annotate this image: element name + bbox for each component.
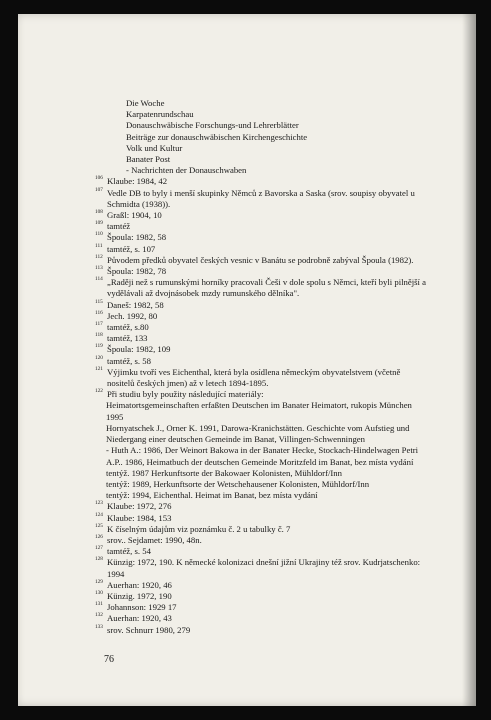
footnote-text: Johannson: 1929 17: [107, 602, 177, 613]
source-entry: [96, 445, 426, 467]
page-gutter-shadow: [462, 14, 476, 706]
book-page: [18, 14, 476, 706]
footnote-number: 116: [95, 309, 103, 316]
footnote: [96, 176, 426, 187]
footnote-number: 125: [95, 522, 103, 529]
periodicals-list: [96, 98, 426, 176]
footnote-text: Špoula: 1982, 109: [107, 344, 171, 355]
footnote: [96, 535, 426, 546]
footnote-number: 129: [95, 578, 103, 585]
footnote-number: 119: [95, 343, 103, 350]
footnote-text: Hornyatschek J., Orner K. 1991, Darowa-Kranichstätten. Geschichte vom Aufstieg und Niedergang einer deutschen Gemeinde im Banat, Villingen-Schwenningen: [106, 422, 410, 445]
footnote: [96, 232, 426, 243]
footnote-number: 132: [95, 612, 103, 619]
footnote-text: srov.. Sejdamet: 1990, 48n.: [107, 534, 202, 545]
footnote: [96, 356, 426, 367]
footnote: [96, 266, 426, 277]
footnote-text: Při studiu byly použity následující materiály:: [107, 389, 264, 400]
footnote: [96, 367, 426, 389]
footnote-number: 113: [95, 265, 103, 272]
footnote-number: 128: [95, 556, 103, 563]
footnote-text: tamtéž, s. 107: [107, 243, 156, 254]
footnote-number: 130: [95, 589, 103, 596]
footnote: [96, 221, 426, 232]
footnote-text: tentýž: 1989, Herkunftsorte der Wetschehausener Kolonisten, Mühldorf/Inn: [106, 478, 370, 489]
footnote: [96, 501, 426, 512]
footnote-number: 131: [95, 601, 103, 608]
footnote-number: 111: [95, 242, 103, 249]
footnote-text: tentýž: 1994, Eichenthal. Heimat im Banat, bez místa vydání: [106, 490, 318, 501]
footnote-number: 110: [95, 231, 103, 238]
footnote-number: 107: [95, 186, 103, 193]
footnote-number: 123: [95, 500, 103, 507]
source-entry: [96, 400, 426, 422]
footnote-number: 126: [95, 533, 103, 540]
footnote-number: 112: [95, 253, 103, 260]
footnote: [96, 300, 426, 311]
source-entry: [96, 468, 426, 479]
footnote-text: „Raději než s rumunskými horníky pracovali Češi v dole spolu s Němci, kteří byli pilnější a vydělávali až dvojnásobek mzdy rumunského dělníka".: [107, 277, 426, 299]
footnote-text: Graßl: 1904, 10: [107, 210, 162, 221]
footnote-text: - Huth A.: 1986, Der Weinort Bakowa in der Banater Hecke, Stockach-Hindelwagen Petri A.P.. 1986, Heimatbuch der deutschen Gemeinde Moritzfeld im Banat, bez místa vydání: [106, 445, 419, 467]
footnote: [96, 333, 426, 344]
footnote-number: 109: [95, 220, 103, 227]
footnote-text: Künzig. 1972, 190: [107, 590, 172, 601]
footnote: [96, 524, 426, 535]
footnote: [96, 322, 426, 333]
footnote: [96, 311, 426, 322]
footnote-text: K číselným údajům viz poznámku č. 2 u tabulky č. 7: [107, 523, 291, 534]
footnote-text: Špoula: 1982, 78: [107, 266, 167, 277]
periodical-line: Karpatenrundschau: [126, 109, 194, 120]
periodical-line: Donauschwäbische Forschungs-und Lehrerblätter: [126, 120, 299, 131]
footnote: [96, 344, 426, 355]
periodical-line: Banater Post: [126, 154, 171, 165]
footnote-number: 118: [95, 332, 103, 339]
footnote: [96, 210, 426, 221]
footnote-text: tamtéž, 133: [107, 333, 148, 344]
footnote-number: 114: [95, 276, 103, 283]
source-entry: [96, 479, 426, 490]
footnote-text: Künzig: 1972, 190. K německé kolonizaci dnešní jižní Ukrajiny též srov. Kudrjatschenko: 1994: [107, 557, 421, 579]
footnote-number: 106: [95, 175, 103, 182]
footnote-text: Původem předků obyvatel českých vesnic v Banátu se podrobně zabýval Špoula (1982).: [107, 254, 414, 265]
footnote-text: Jech. 1992, 80: [107, 310, 158, 321]
footnote: [96, 613, 426, 624]
source-entry: [96, 490, 426, 501]
footnote: [96, 389, 426, 400]
footnote-text: Auerhan: 1920, 43: [107, 613, 172, 624]
footnote-number: 122: [95, 388, 103, 395]
periodical-line: Beiträge zur donauschwäbischen Kirchengeschichte: [126, 131, 308, 142]
page-number: 76: [104, 654, 114, 665]
footnote-number: 121: [95, 365, 103, 372]
footnote: [96, 625, 426, 636]
periodical-line: - Nachrichten der Donauschwaben: [126, 165, 247, 176]
footnote-text: tamtéž: [107, 221, 131, 232]
footnote: [96, 255, 426, 266]
footnote-number: 115: [95, 298, 103, 305]
footnote-text: srov. Schnurr 1980, 279: [107, 624, 191, 635]
footnote-text: Špoula: 1982, 58: [107, 232, 167, 243]
footnote: [96, 557, 426, 579]
source-entry: [96, 423, 426, 445]
footnote-number: 117: [95, 321, 103, 328]
footnote-number: 124: [95, 511, 103, 518]
footnote: [96, 602, 426, 613]
footnote: [96, 546, 426, 557]
footnote-text: Výjimku tvoří ves Eichenthal, která byla osídlena německým obyvatelstvem (včetně nositelů českých jmen) až v letech 1894-1895.: [107, 366, 401, 389]
footnote-number: 127: [95, 545, 103, 552]
footnote-text: Klaube: 1984, 42: [107, 176, 168, 187]
footnote-text: Klaube: 1972, 276: [107, 501, 172, 512]
footnote: [96, 591, 426, 602]
footnotes-block: [96, 98, 426, 636]
footnote: [96, 513, 426, 524]
footnote-text: Heimatortsgemeinschaften erfaßten Deutschen im Banater Heimatort, rukopis München 1995: [106, 400, 412, 422]
footnote-text: tentýž. 1987 Herkunftsorte der Bakowaer Kolonisten, Mühldorf/Inn: [106, 467, 342, 478]
footnote-number: 120: [95, 354, 103, 361]
footnote-text: Klaube: 1984, 153: [107, 512, 172, 523]
footnote-text: Vedle DB to byly i menší skupinky Němců z Bavorska a Saska (srov. soupisy obyvatel u Schmidta (1938)).: [107, 187, 415, 209]
footnote-text: Auerhan: 1920, 46: [107, 579, 172, 590]
footnote-number: 133: [95, 623, 103, 630]
footnote: [96, 277, 426, 299]
footnote: [96, 188, 426, 210]
footnote: [96, 244, 426, 255]
footnote-list: [96, 176, 426, 635]
footnote-text: tamtéž, s. 54: [107, 546, 151, 557]
periodical-line: Die Woche: [126, 98, 165, 108]
footnote: [96, 580, 426, 591]
footnote-text: tamtéž, s.80: [107, 322, 149, 333]
footnote-number: 108: [95, 209, 103, 216]
periodical-line: Volk und Kultur: [126, 142, 183, 153]
footnote-text: tamtéž, s. 58: [107, 355, 151, 366]
footnote-text: Daneš: 1982, 58: [107, 299, 164, 310]
